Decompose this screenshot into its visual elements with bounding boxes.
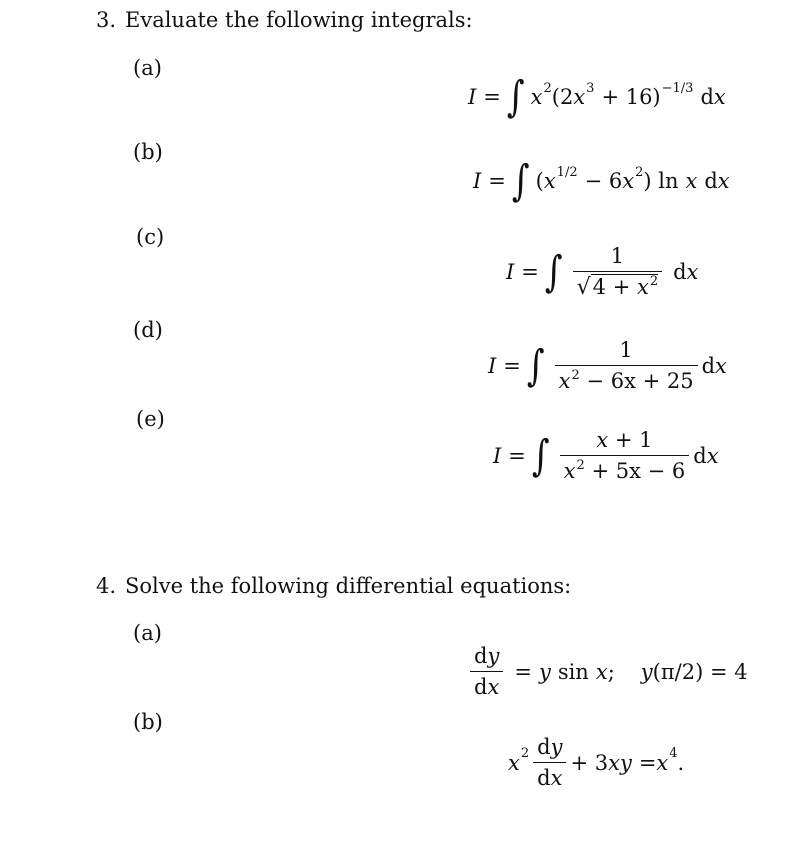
- q4-part-a-equation: $\frac{dy}{dx}$ = y sin x ; y (π/2) = 4: [466, 644, 748, 699]
- integral-sign: ∫: [526, 340, 545, 391]
- q3-part-c-label: (c): [136, 225, 165, 249]
- integral-sign: ∫: [511, 156, 530, 206]
- integral-sign: ∫: [506, 72, 525, 122]
- q3-part-a-equation: I = ∫ x 2 (2 x 3 + 16) −1/3 d x: [468, 72, 726, 122]
- question-4-number: 4.: [96, 574, 117, 598]
- q3-part-d-label: (d): [133, 318, 163, 342]
- q4-part-b-label: (b): [133, 710, 163, 734]
- q4-part-a-label: (a): [133, 621, 162, 645]
- question-4-text: Solve the following differential equations:: [125, 574, 572, 598]
- question-3-text: Evaluate the following integrals:: [125, 8, 473, 32]
- fraction: $\frac{1}{x^2 - 6x + 25}$: [555, 338, 698, 393]
- integral-sign: ∫: [531, 430, 550, 481]
- question-3-number: 3.: [96, 8, 117, 32]
- integral-sign: ∫: [544, 247, 563, 297]
- q3-part-e-equation: I = ∫ $\frac{x + 1}{x^2 + 5x - 6}$ d x: [493, 428, 719, 483]
- fraction: $\frac{1}{√4 + x^2}$: [573, 244, 662, 300]
- q3-part-b-equation: I = ∫ ( x 1/2 − 6 x 2 ) ln x d x: [473, 156, 730, 206]
- q3-part-d-equation: I = ∫ $\frac{1}{x^2 - 6x + 25}$ d x: [488, 338, 727, 393]
- q3-part-b-label: (b): [133, 140, 163, 164]
- derivative-fraction: $\frac{dy}{dx}$: [470, 644, 503, 699]
- derivative-fraction: $\frac{dy}{dx}$: [533, 735, 566, 790]
- fraction: $\frac{x + 1}{x^2 + 5x - 6}$: [560, 428, 690, 483]
- q3-part-a-label: (a): [133, 56, 162, 80]
- q4-part-b-equation: x 2 $\frac{dy}{dx}$ + 3 x y = x 4 .: [508, 735, 685, 790]
- q3-part-c-equation: I = ∫ $\frac{1}{√4 + x^2}$ d x: [506, 244, 699, 300]
- q3-part-e-label: (e): [136, 407, 165, 431]
